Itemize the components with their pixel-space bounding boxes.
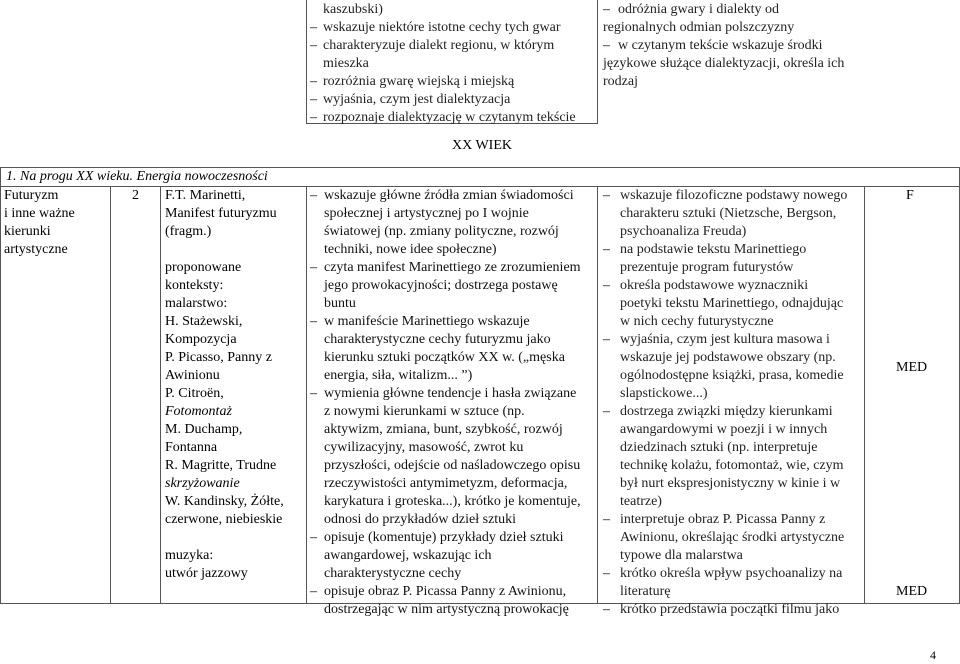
line-text: opisuje (komentuje) przykłady dzieł sztuki xyxy=(324,530,564,545)
line-text: awangardowymi w poezji i w innych xyxy=(620,422,828,437)
dash-bullet: – xyxy=(310,20,317,35)
line-text: regionalnych odmian polszczyzny xyxy=(603,20,795,35)
text-reading-line: F.T. Marinetti, xyxy=(165,188,246,203)
dash-bullet: – xyxy=(603,38,610,53)
line-text: w czytanym tekście wskazuje środki xyxy=(618,38,823,53)
line-text: światowej (np. zmiany polityczne, rozwój xyxy=(324,224,559,239)
line-text: był nurt ekspresjonistyczny w kinie i w xyxy=(620,476,841,491)
text-reading-line: P. Picasso, Panny z xyxy=(165,350,272,365)
text-reading-line: utwór jazzowy xyxy=(165,566,248,581)
topic-line: kierunki xyxy=(4,224,51,239)
line-text: interpretuje obraz P. Picassa Panny z xyxy=(620,512,826,527)
line-text: odnosi do przykładów dzieł sztuki xyxy=(324,512,517,527)
line-text: na podstawie tekstu Marinettiego xyxy=(620,242,807,257)
text-reading-line: muzyka: xyxy=(165,548,214,563)
line-text: typowe dla malarstwa xyxy=(620,548,743,563)
line-text: awangardowej, wskazując ich xyxy=(324,548,492,563)
dash-bullet: – xyxy=(310,584,317,599)
dash-bullet: – xyxy=(603,2,610,17)
text-reading-line: Awinionu xyxy=(165,368,220,383)
text-reading-line: R. Magritte, Trudne xyxy=(165,458,277,473)
line-text: wyjaśnia, czym jest dialektyzacja xyxy=(323,92,511,107)
dash-bullet: – xyxy=(310,74,317,89)
line-text: techniki, nowe idee społeczne) xyxy=(324,242,497,257)
text-reading-line: czerwone, niebieskie xyxy=(165,512,283,527)
topic-line: i inne ważne xyxy=(4,206,75,221)
line-text: rodzaj xyxy=(603,74,638,89)
line-text: literaturę xyxy=(620,584,671,599)
line-text: technikę kolażu, fotomontaż, wie, czym xyxy=(620,458,844,473)
line-text: dziedzinach sztuki (np. interpretuje xyxy=(620,440,818,455)
line-text: rozpoznaje dialektyzację w czytanym tekście xyxy=(323,110,576,125)
dash-bullet: – xyxy=(310,188,317,203)
subsection-title: 1. Na progu XX wieku. Energia nowoczesności xyxy=(6,169,268,184)
text-reading-line: P. Citroën, xyxy=(165,386,224,401)
line-text: dostrzega związki między kierunkami xyxy=(620,404,833,419)
line-text: psychoanaliza Freuda) xyxy=(620,224,747,239)
line-text: z nowymi kierunkami w sztuce (np. xyxy=(324,404,525,419)
line-text: wskazuje główne źródła zmian świadomości xyxy=(324,188,574,203)
line-text: ogólnodostępne książki, prasa, komedie xyxy=(620,368,844,383)
line-text: wskazuje filozoficzne podstawy nowego xyxy=(620,188,848,203)
dash-bullet: – xyxy=(310,260,317,275)
text-reading-line: Kompozycja xyxy=(165,332,237,347)
method-bottom: MED xyxy=(896,584,928,599)
line-text: wymienia główne tendencje i hasła związane xyxy=(324,386,577,401)
text-reading-line: konteksty: xyxy=(165,278,224,293)
dash-bullet: – xyxy=(310,38,317,53)
topic-line: artystyczne xyxy=(4,242,68,257)
line-text: teatrze) xyxy=(620,494,662,509)
line-text: językowe służące dialektyzacji, określa ich xyxy=(603,56,845,71)
line-text: krótko określa wpływ psychoanalizy na xyxy=(620,566,843,581)
dash-bullet: – xyxy=(603,278,610,293)
line-text: dostrzegając w nim artystyczną prowokację xyxy=(324,602,569,617)
text-reading-line: Manifest futuryzmu xyxy=(165,206,277,221)
text-reading-line: (fragm.) xyxy=(165,224,212,239)
dash-bullet: – xyxy=(310,530,317,545)
dash-bullet: – xyxy=(310,110,317,125)
text-reading-line: W. Kandinsky, Żółte, xyxy=(165,494,284,509)
line-text: przyszłości, odejście od naśladowczego opisu xyxy=(324,458,581,473)
page-number: 4 xyxy=(930,648,936,662)
hours-value: 2 xyxy=(132,188,139,203)
line-text: charakterystyczne cechy futuryzmu jako xyxy=(324,332,551,347)
line-text: karykatura i groteska...), krótko je komentuje, xyxy=(324,494,581,509)
line-text: energia, siła, witalizm... ”) xyxy=(324,368,473,383)
line-text: w nich cechy futurystyczne xyxy=(620,314,774,329)
topic-line: Futuryzm xyxy=(4,188,59,203)
line-text: Awinionu, określając środki artystyczne xyxy=(620,530,845,545)
line-text: cywilizacyjny, masowość, zwrot ku xyxy=(324,440,524,455)
text-reading-line: Fotomontaż xyxy=(165,404,232,419)
method-top: F xyxy=(906,188,914,203)
line-text: wskazuje niektóre istotne cechy tych gwar xyxy=(323,20,561,35)
text-reading-line: malarstwo: xyxy=(165,296,228,311)
line-text: odróżnia gwary i dialekty od xyxy=(618,2,779,17)
text-reading-line: M. Duchamp, xyxy=(165,422,243,437)
line-text: charakteryzuje dialekt regionu, w którym xyxy=(323,38,555,53)
line-text: kierunku sztuki początków XX w. („męska xyxy=(324,350,565,365)
line-text: aktywizm, zmiana, bunt, szybkość, rozwój xyxy=(324,422,563,437)
text-reading-line: Fontanna xyxy=(165,440,218,455)
dash-bullet: – xyxy=(603,566,610,581)
dash-bullet: – xyxy=(603,602,610,617)
dash-bullet: – xyxy=(603,512,610,527)
dash-bullet: – xyxy=(603,242,610,257)
line-text: krótko przedstawia początki filmu jako xyxy=(620,602,840,617)
dash-bullet: – xyxy=(603,188,610,203)
line-text: slapstickowe...) xyxy=(620,386,708,401)
section-title: XX WIEK xyxy=(452,138,513,153)
line-text: prezentuje program futurystów xyxy=(620,260,794,275)
line-text: rozróżnia gwarę wiejską i miejską xyxy=(323,74,515,89)
dash-bullet: – xyxy=(603,404,610,419)
line-text: opisuje obraz P. Picassa Panny z Awinionu, xyxy=(324,584,567,599)
line-text: wyjaśnia, czym jest kultura masowa i xyxy=(620,332,830,347)
line-text: rzeczywistości antymimetyzm, deformacja, xyxy=(324,476,568,491)
text-reading-line: skrzyżowanie xyxy=(165,476,240,491)
line-text: społecznej i artystycznej po I wojnie xyxy=(324,206,529,221)
dash-bullet: – xyxy=(310,314,317,329)
text-reading-line: H. Stażewski, xyxy=(165,314,243,329)
line-text: charakteru sztuki (Nietzsche, Bergson, xyxy=(620,206,837,221)
line-text: charakterystyczne cechy xyxy=(324,566,462,581)
line-text: określa podstawowe wyznaczniki xyxy=(620,278,809,293)
dash-bullet: – xyxy=(310,92,317,107)
text-reading-line: proponowane xyxy=(165,260,242,275)
line-text: kaszubski) xyxy=(323,2,383,17)
line-text: buntu xyxy=(324,296,356,311)
line-text: wskazuje jej podstawowe obszary (np. xyxy=(620,350,836,365)
line-text: w manifeście Marinettiego wskazuje xyxy=(324,314,530,329)
dash-bullet: – xyxy=(310,386,317,401)
line-text: poetyki tekstu Marinettiego, odnajdując xyxy=(620,296,844,311)
line-text: mieszka xyxy=(323,56,369,71)
line-text: jego prowokacyjności; dostrzega postawę xyxy=(324,278,558,293)
dash-bullet: – xyxy=(603,332,610,347)
method-mid: MED xyxy=(896,360,928,375)
line-text: czyta manifest Marinettiego ze zrozumieniem xyxy=(324,260,581,275)
